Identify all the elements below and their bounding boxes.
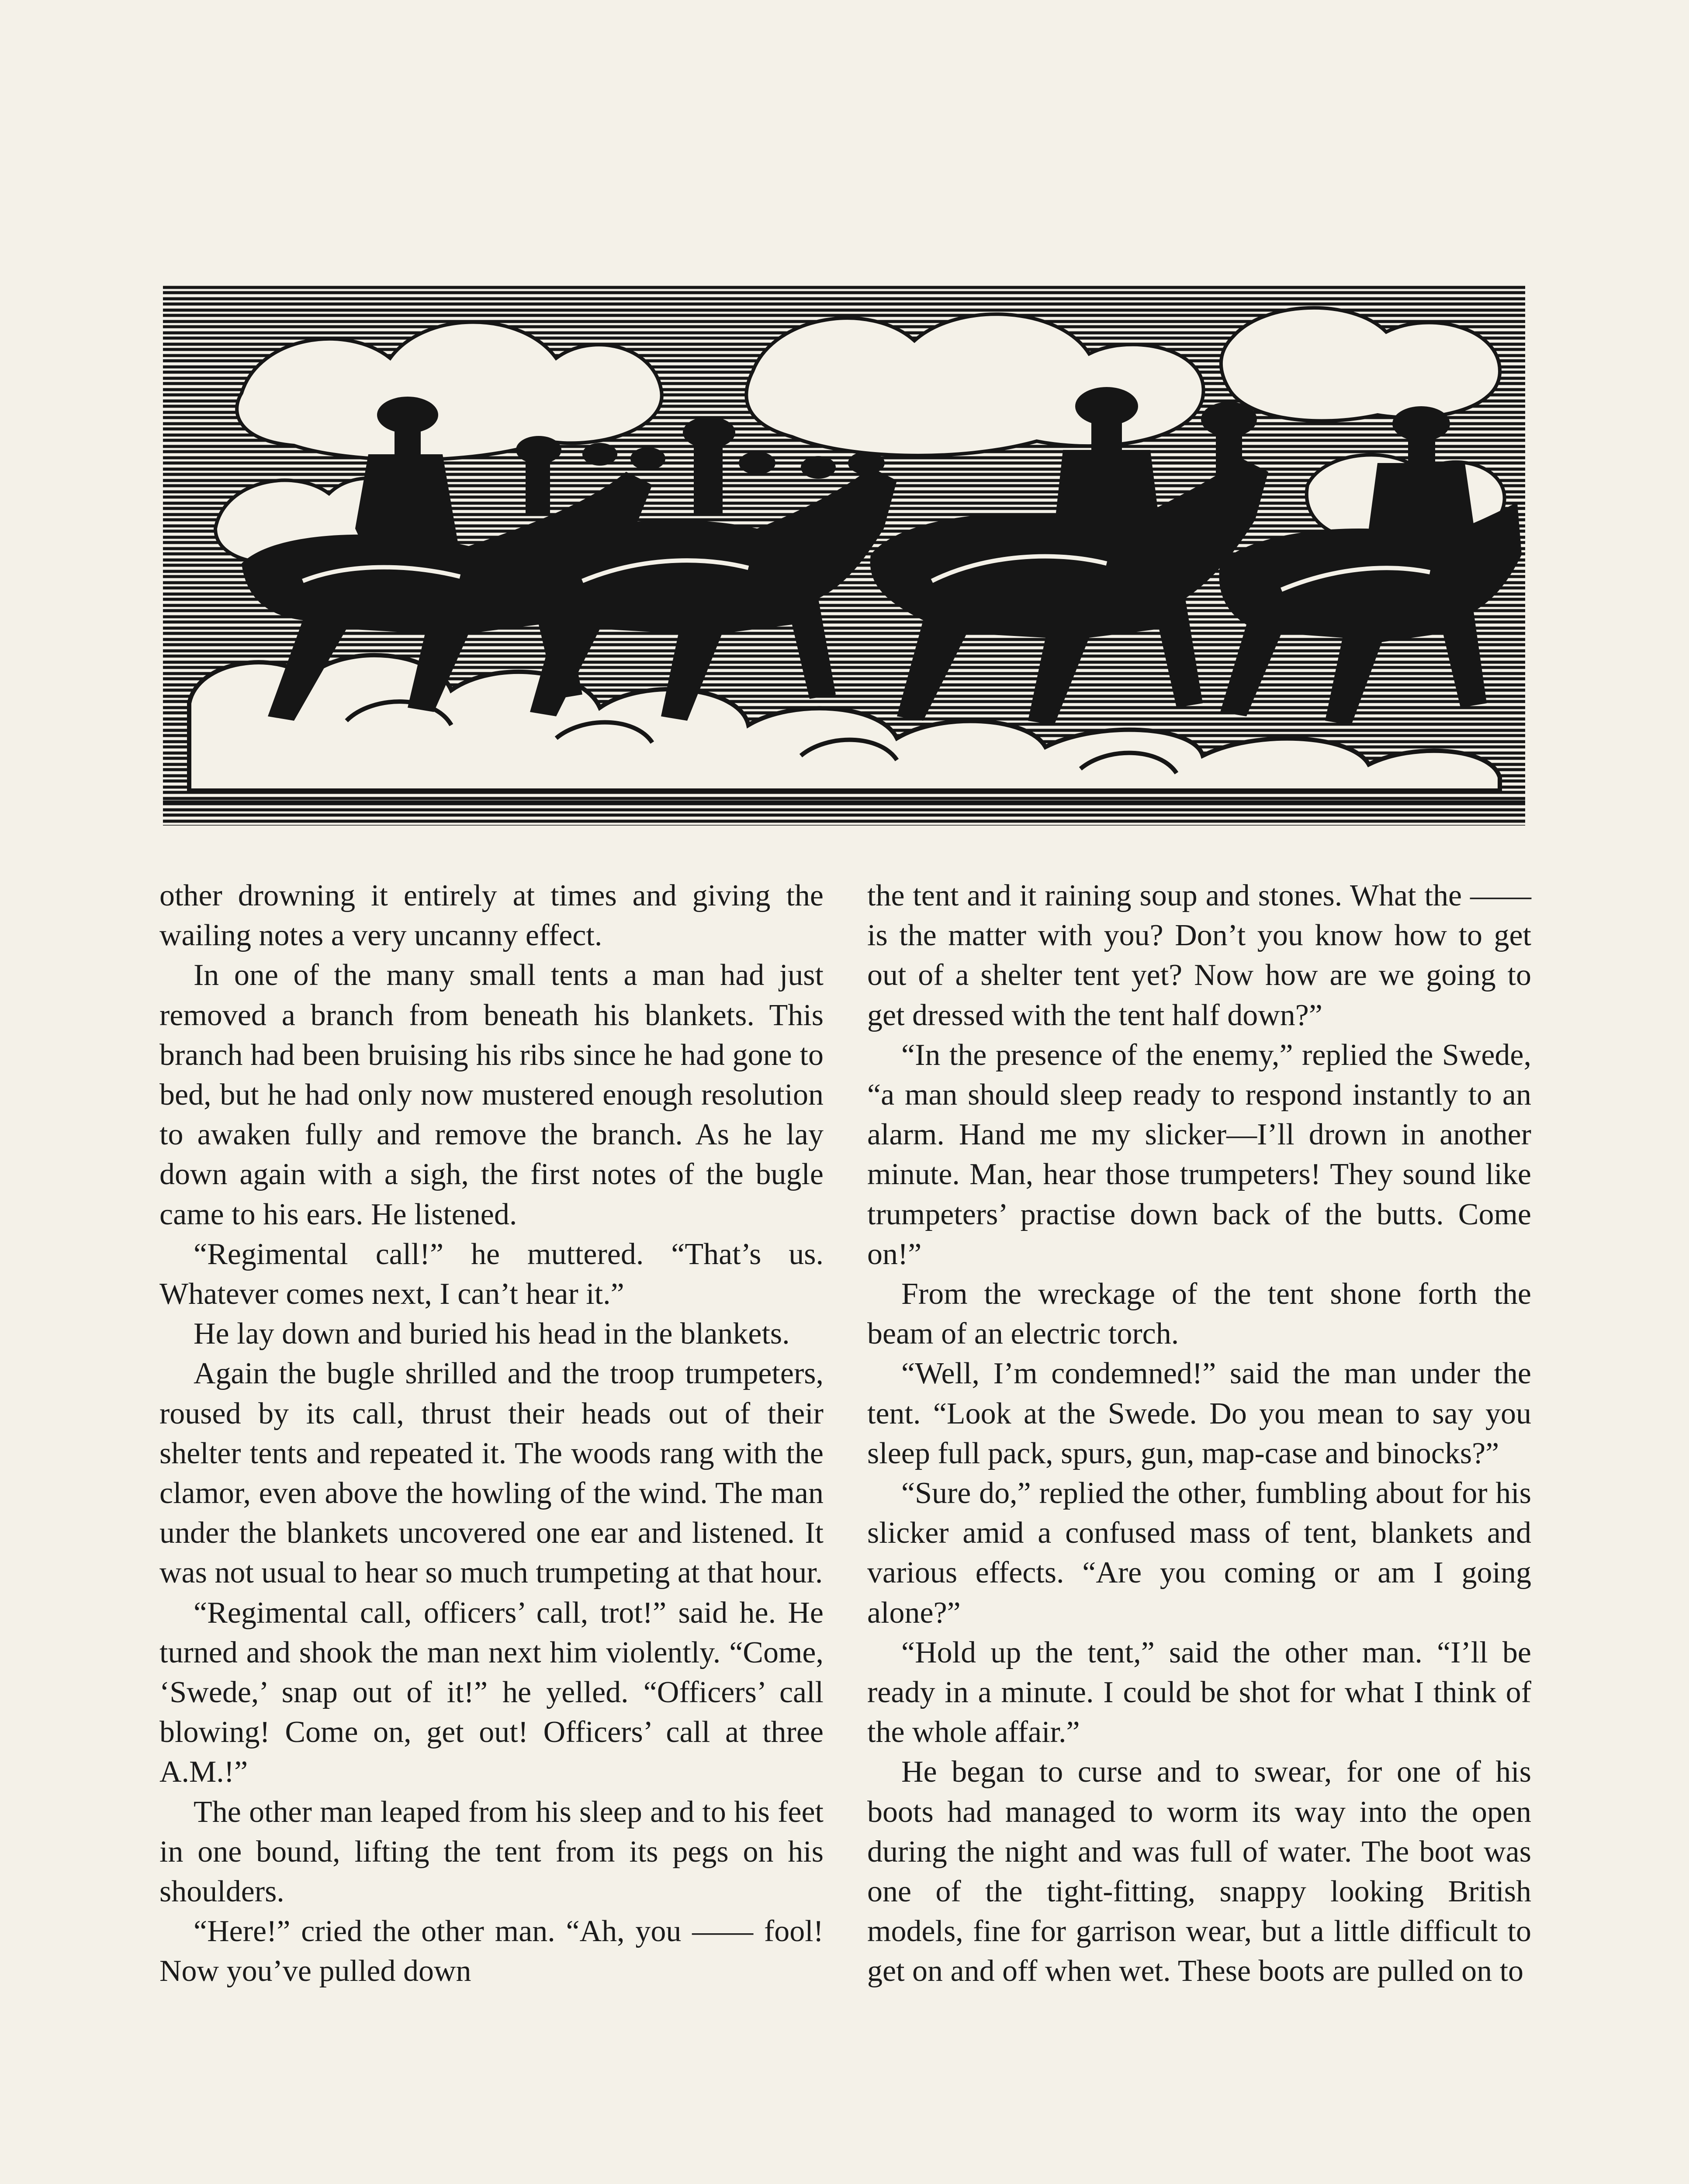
left-text-column xyxy=(159,876,824,1991)
paragraph: He lay down and buried his head in the blankets. xyxy=(194,1317,790,1351)
paragraph: He began to curse and to swear, for one of his boots had managed to worm its way into the open during the night and was full of water. The boot was one of the tight-fitting, snappy looking British models, fine for garrison wear, but a little difficult to get on and off when wet. These boots are pulled on to xyxy=(867,1755,1531,1988)
paragraph: “In the presence of the enemy,” replied the Swede, “a man should sleep ready to respond instantly to an alarm. Hand me my slicker—I’ll drown in another minute. Man, hear those trumpeters! They sound like trumpeters’ practise down back of the butts. Come on!” xyxy=(867,1038,1531,1271)
paragraph: “Here!” cried the other man. “Ah, you —— fool! Now you’ve pulled down xyxy=(159,1914,824,1988)
paragraph: From the wreckage of the tent shone forth the beam of an electric torch. xyxy=(867,1277,1531,1351)
paragraph: “Sure do,” replied the other, fumbling about for his slicker amid a confused mass of tent, blankets and various effects. “Are you coming or am I going alone?” xyxy=(867,1476,1531,1630)
paragraph: “Regimental call, officers’ call, trot!” said he. He turned and shook the man next him violently. “Come, ‘Swede,’ snap out of it!” he yelled. “Officers’ call blowing! Come on, get out! Officers’ call at three A.M.!” xyxy=(159,1596,824,1789)
paragraph: the tent and it raining soup and stones. What the —— is the matter with you? Don’t you know how to get out of a shelter tent yet? Now how are we going to get dressed with the tent half down?” xyxy=(867,879,1531,1032)
right-text-column xyxy=(867,876,1531,1991)
paragraph: The other man leaped from his sleep and to his feet in one bound, lifting the tent from its pegs on his shoulders. xyxy=(159,1795,824,1909)
cavalry-charge-art xyxy=(163,284,1525,826)
paragraph: other drowning it entirely at times and giving the wailing notes a very uncanny effect. xyxy=(159,879,824,953)
paragraph: Again the bugle shrilled and the troop trumpeters, roused by its call, thrust their heads out of their shelter tents and repeated it. The woods rang with the clamor, even above the howling of the wind. The man under the blankets uncovered one ear and listened. It was not usual to hear so much trumpeting at that hour. xyxy=(159,1357,824,1590)
paragraph: In one of the many small tents a man had just removed a branch from beneath his blankets. This branch had been bruising his ribs since he had gone to bed, but he had only now mustered enough resolution to awaken fully and remove the branch. As he lay down again with a sigh, the first notes of the bugle came to his ears. He listened. xyxy=(159,958,824,1231)
cavalry-woodcut-illustration xyxy=(163,284,1525,826)
paragraph: “Hold up the tent,” said the other man. “I’ll be ready in a minute. I could be shot for what I think of the whole affair.” xyxy=(867,1635,1531,1749)
paragraph: “Well, I’m condemned!” said the man under the tent. “Look at the Swede. Do you mean to say you sleep full pack, spurs, gun, map-case and binocks?” xyxy=(867,1357,1531,1470)
paragraph: “Regimental call!” he muttered. “That’s us. Whatever comes next, I can’t hear it.” xyxy=(159,1237,824,1311)
